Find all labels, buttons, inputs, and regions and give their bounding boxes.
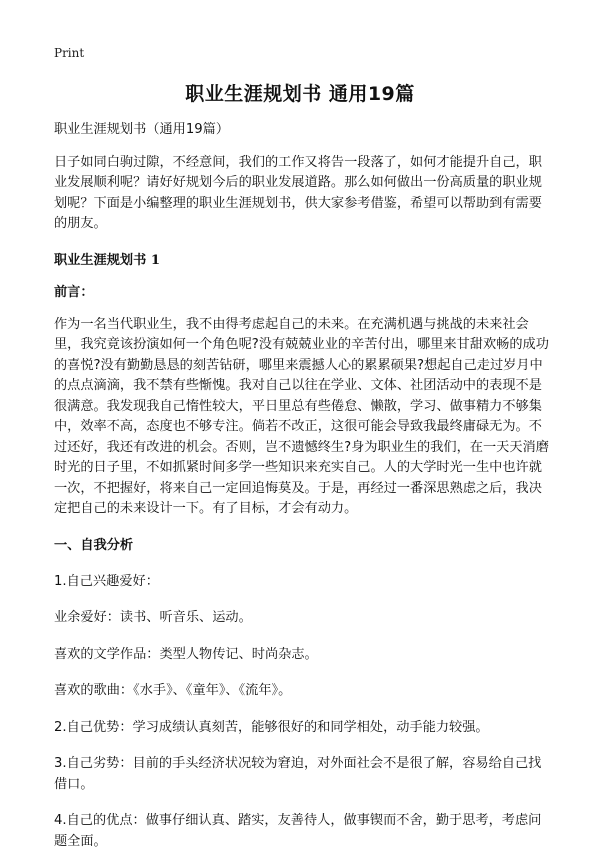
intro-paragraph: 日子如同白驹过隙，不经意间，我们的工作又将告一段落了，如何才能提升自己，职业发展顺利呢？请好好规划今后的职业发展道路。那么如何做出一份高质量的职业规划呢？下面是小编整理的职业生涯规划书，供大家参考借鉴，希望可以帮助到有需要的朋友。: [54, 154, 542, 231]
print-label: Print: [54, 46, 85, 60]
list-item: 4.自己的优点：做事仔细认真、踏实，友善待人，做事锲而不舍，勤于思考，考虑问题全面。: [54, 813, 542, 849]
list-item: 喜欢的文学作品：类型人物传记、时尚杂志。: [54, 646, 318, 662]
page-title: 职业生涯规划书 通用19篇: [185, 83, 415, 105]
section-heading: 职业生涯规划书 1: [54, 252, 161, 268]
document-subtitle: 职业生涯规划书（通用19篇）: [54, 122, 230, 137]
list-item: 1.自己兴趣爱好：: [54, 573, 159, 589]
list-item: 业余爱好：读书、听音乐、运动。: [54, 610, 252, 625]
part-heading-self-analysis: 一、自我分析: [54, 537, 134, 553]
list-item: 3.自己劣势：目前的手头经济状况较为窘迫，对外面社会不是很了解，容易给自己找借口。: [54, 756, 542, 792]
preface-label: 前言：: [54, 284, 94, 300]
list-item: 2.自己优势：学习成绩认真刻苦，能够很好的和同学相处，动手能力较强。: [54, 719, 489, 735]
document-body: [54, 120, 554, 852]
list-item: 喜欢的歌曲：《水手》、《童年》、《流年》。: [54, 683, 292, 698]
preface-paragraph: 作为一名当代职业生，我不由得考虑起自己的未来。在充满机遇与挑战的未来社会里，我究竟该扮演如何一个角色呢?没有兢兢业业的辛苦付出，哪里来甘甜欢畅的成功的喜悦?没有勤勤恳恳的刻苦钻研，哪里来震撼人心的累累硕果?想起自己走过岁月中的点点滴滴，我不禁有些惭愧。我对自己以往在学业、文体、社团活动中的表现不是很满意。我发现我自己惰性较大，平日里总有些倦怠、懒散，学习、做事精力不够集中，效率不高，态度也不够专注。倘若不改正，这很可能会导致我最终庸碌无为。不过还好，我还有改进的机会。否则，岂不遗憾终生?身为职业生的我们，在一天天消磨时光的日子里，不如抓紧时间多学一些知识来充实自己。人的大学时光一生中也许就一次，不把握好，将来自己一定回追悔莫及。于是，再经过一番深思熟虑之后，我决定把自己的未来设计一下。有了目标，才会有动力。: [54, 316, 549, 516]
